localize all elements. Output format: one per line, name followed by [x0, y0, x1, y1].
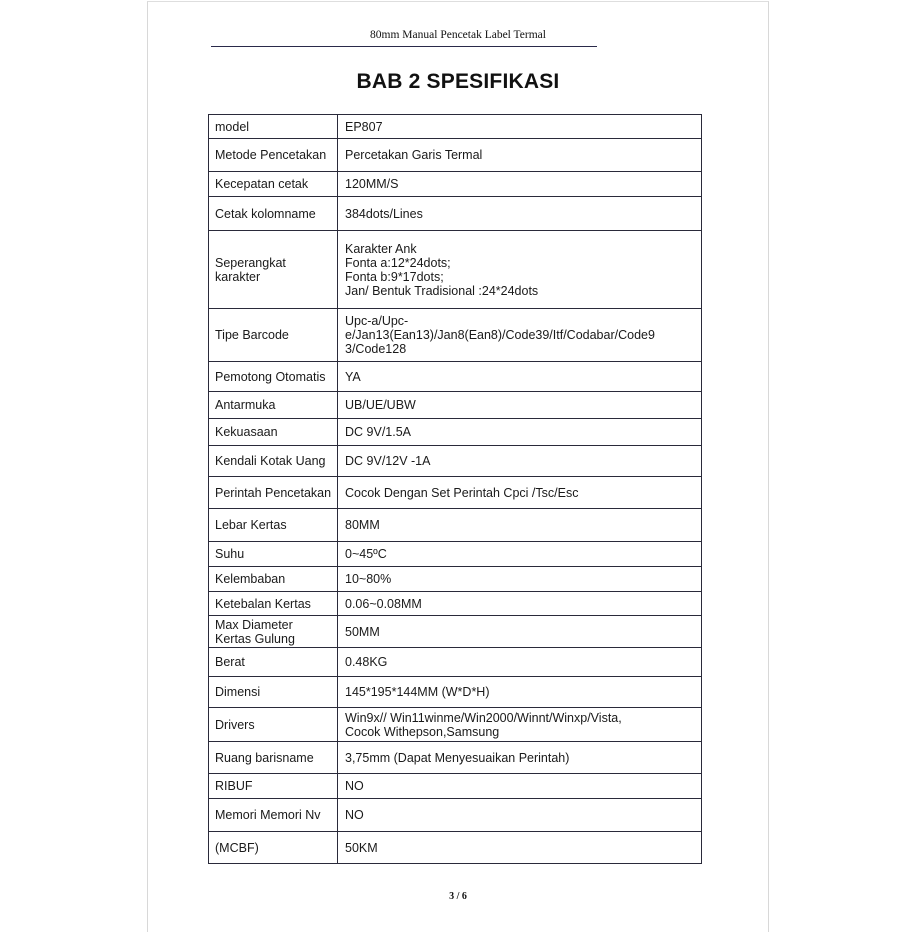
spec-value: 120MM/S: [338, 172, 702, 197]
spec-value-line: Win9x// Win11winme/Win2000/Winnt/Winxp/Vista,: [345, 710, 622, 725]
spec-value: 3,75mm (Dapat Menyesuaikan Perintah): [338, 742, 702, 774]
spec-value: 80MM: [338, 509, 702, 542]
table-row: [209, 567, 702, 592]
spec-label: Max Diameter Kertas Gulung: [209, 616, 338, 648]
spec-label: Cetak kolomname: [209, 197, 338, 231]
table-row: [209, 832, 702, 864]
spec-value: Percetakan Garis Termal: [338, 139, 702, 172]
table-row: [209, 446, 702, 477]
table-row: [209, 477, 702, 509]
spec-value: NO: [338, 774, 702, 799]
spec-value: DC 9V/1.5A: [338, 419, 702, 446]
spec-label: Suhu: [209, 542, 338, 567]
spec-value: NO: [338, 799, 702, 832]
spec-label: Perintah Pencetakan: [209, 477, 338, 509]
table-row: [209, 419, 702, 446]
spec-value-line: Karakter Ank: [345, 241, 417, 256]
table-row: [209, 648, 702, 677]
spec-value: 384dots/Lines: [338, 197, 702, 231]
spec-value-line: Jan/ Bentuk Tradisional :24*24dots: [345, 283, 539, 298]
document-page: [147, 1, 769, 932]
table-row: [209, 592, 702, 616]
table-row: [209, 799, 702, 832]
table-row: [209, 392, 702, 419]
spec-label: Tipe Barcode: [209, 309, 338, 362]
spec-label: Ruang barisname: [209, 742, 338, 774]
spec-label: Berat: [209, 648, 338, 677]
spec-label: Lebar Kertas: [209, 509, 338, 542]
spec-label: Metode Pencetakan: [209, 139, 338, 172]
running-header: 80mm Manual Pencetak Label Termal: [370, 29, 546, 41]
spec-value-line: 3/Code128: [345, 342, 407, 356]
spec-value-line: Cocok Withepson,Samsung: [345, 724, 500, 739]
spec-value: 10~80%: [338, 567, 702, 592]
specification-table: [208, 114, 702, 864]
spec-label: Drivers: [209, 708, 338, 742]
spec-value-line: Upc-a/Upc-: [345, 314, 409, 328]
spec-label: Kekuasaan: [209, 419, 338, 446]
header-rule: [211, 46, 597, 47]
table-row: [209, 708, 702, 742]
spec-value: 50MM: [338, 616, 702, 648]
table-row: [209, 231, 702, 309]
table-row: [209, 309, 702, 362]
table-row: [209, 362, 702, 392]
spec-label: Ketebalan Kertas: [209, 592, 338, 616]
spec-value: 0.06~0.08MM: [338, 592, 702, 616]
spec-value: YA: [338, 362, 702, 392]
spec-value-line: Fonta a:12*24dots;: [345, 255, 451, 270]
page-title: BAB 2 SPESIFIKASI: [356, 70, 560, 93]
spec-value: [338, 708, 702, 742]
table-row: [209, 509, 702, 542]
spec-value: 0.48KG: [338, 648, 702, 677]
spec-label: (MCBF): [209, 832, 338, 864]
spec-label: Antarmuka: [209, 392, 338, 419]
spec-label: Kelembaban: [209, 567, 338, 592]
table-row: [209, 115, 702, 139]
spec-label: Seperangkat karakter: [209, 231, 338, 309]
spec-value: 0~45ºC: [338, 542, 702, 567]
spec-label: model: [209, 115, 338, 139]
spec-value-line: Fonta b:9*17dots;: [345, 269, 444, 284]
spec-value: 145*195*144MM (W*D*H): [338, 677, 702, 708]
spec-label: Pemotong Otomatis: [209, 362, 338, 392]
spec-value: 50KM: [338, 832, 702, 864]
spec-value: Cocok Dengan Set Perintah Cpci /Tsc/Esc: [338, 477, 702, 509]
spec-label: Dimensi: [209, 677, 338, 708]
spec-value: UB/UE/UBW: [338, 392, 702, 419]
spec-label: Memori Memori Nv: [209, 799, 338, 832]
table-row: [209, 742, 702, 774]
table-row: [209, 172, 702, 197]
spec-value: [338, 231, 702, 309]
table-row: [209, 542, 702, 567]
spec-label: Kendali Kotak Uang: [209, 446, 338, 477]
spec-value-line: e/Jan13(Ean13)/Jan8(Ean8)/Code39/Itf/Codabar/Code9: [345, 328, 655, 342]
table-row: [209, 139, 702, 172]
spec-label: RIBUF: [209, 774, 338, 799]
table-row: [209, 197, 702, 231]
spec-label: Kecepatan cetak: [209, 172, 338, 197]
table-row: [209, 677, 702, 708]
table-row: [209, 774, 702, 799]
spec-value: [338, 309, 702, 362]
spec-value: DC 9V/12V -1A: [338, 446, 702, 477]
spec-value: EP807: [338, 115, 702, 139]
table-row: [209, 616, 702, 648]
page-number: 3 / 6: [449, 891, 467, 902]
